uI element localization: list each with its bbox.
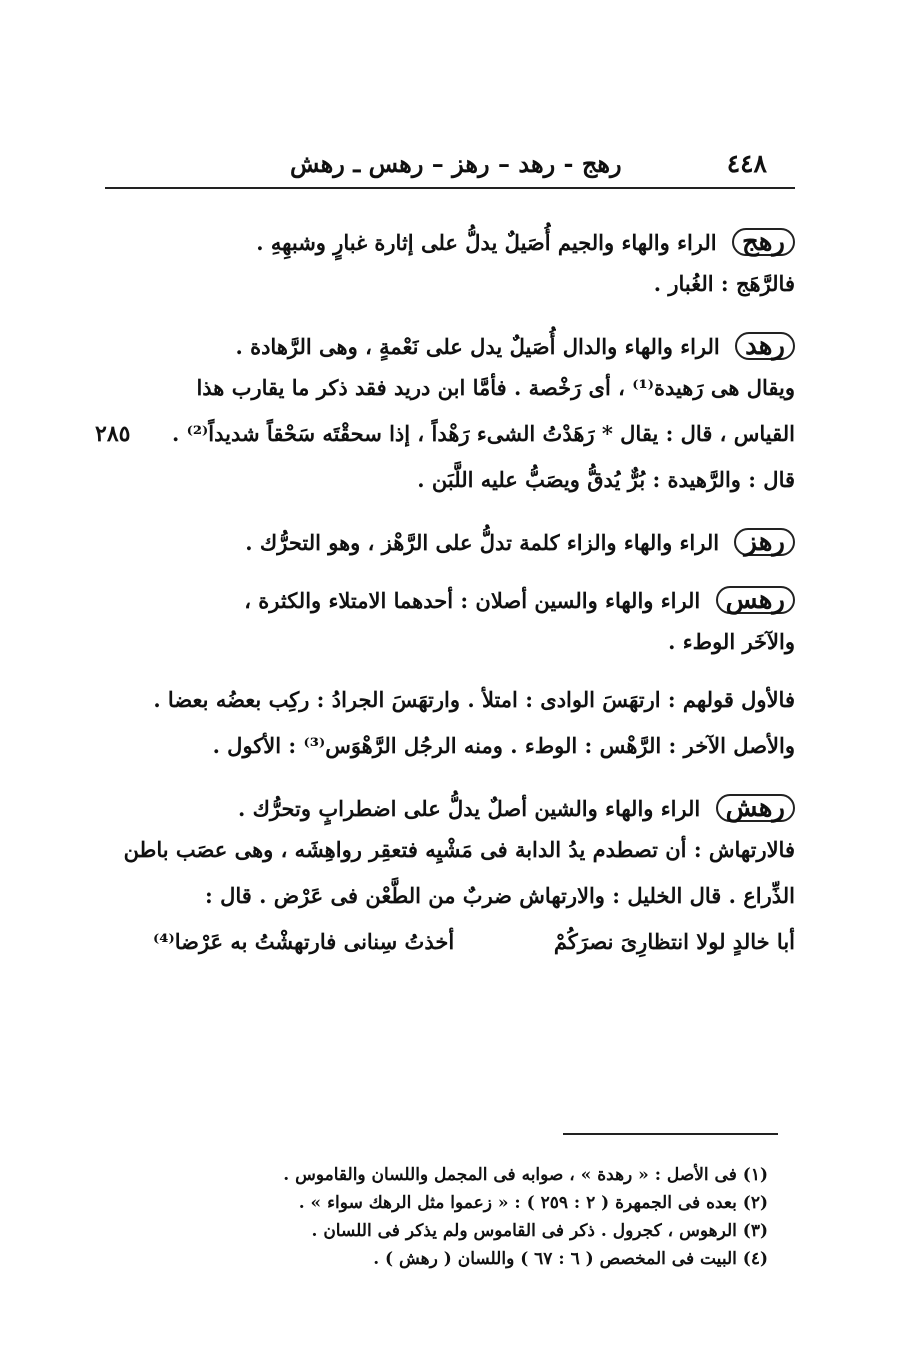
verse-hemistich-second: أخذتُ سِنانى فارتهشْتُ به عَرْضا⁽⁴⁾: [153, 929, 455, 954]
page-number: ٤٤٨: [726, 149, 767, 178]
entry-line: الذِّراع . قال الخليل : والارتهاش ضربٌ من الطَّعْن فى عَرْض . قال :: [205, 883, 795, 908]
footnote: (٢) بعده فى الجمهرة ( ٢ : ٢٥٩ ) : « زعموا مثل الرهك سواء » .: [298, 1193, 768, 1213]
footnote-divider: [563, 1133, 778, 1135]
entry-line: فالرَّهَج : الغُبار .: [653, 271, 795, 296]
entry-line: ويقال هى رَهيدة⁽¹⁾ ، أى رَخْصة . فأمَّا ابن دريد فقد ذكر ما يقارب هذا: [196, 375, 795, 400]
entry-line: قال : والرَّهيدة : بُرٌّ يُدقُّ ويصَبُّ عليه اللَّبَن .: [417, 467, 795, 492]
margin-note: ٢٨٥: [95, 421, 131, 447]
entry-line: والآخَر الوطء .: [668, 629, 795, 654]
entry-rahash: [103, 794, 795, 840]
entry-rahaj: [103, 228, 795, 274]
entry-line: الراء والهاء والدال أُصَيلٌ يدل على نَعْمةٍ ، وهى الرَّهادة .: [235, 334, 720, 359]
main-text: [95, 227, 795, 990]
entry-line: فالارتهاش : أن تصطدم يدُ الدابة فى مَشْيِه فتعقِر رواهِشَه ، وهى عصَب باطن: [123, 837, 795, 862]
verse: [103, 929, 795, 990]
entry-line-with-margin: [95, 421, 795, 470]
entry-line: القياس ، قال : يقال * رَهَدْتُ الشىء رَهْداً ، إذا سحقْتَه سَحْقاً شديداً⁽²⁾ .: [171, 421, 795, 446]
entry-line: الراء والهاء والجيم أُصَيلٌ يدلُّ على إثارة غبارٍ وشبهِهِ .: [256, 230, 717, 255]
entry-keyword: رهز: [734, 528, 795, 556]
entry-keyword: رهش: [716, 794, 795, 822]
entry-rahaz: [103, 528, 795, 586]
page-header: [105, 143, 795, 189]
verse-hemistich-first: أبا خالدٍ لولا انتظارِىَ نصرَكُمْ: [553, 929, 795, 954]
entry-line: الراء والهاء والزاء كلمة تدلُّ على الرَّهْز ، وهو التحرُّك .: [245, 530, 720, 555]
entry-line: والأصل الآخر : الرَّهْس : الوطء . ومنه الرجُل الرَّهْوَس⁽³⁾ : الأكول .: [212, 733, 795, 758]
footnote: (٣) الرهوس ، كجرول . ذكر فى القاموس ولم يذكر فى اللسان .: [311, 1221, 768, 1241]
footnotes: [100, 1165, 768, 1277]
entry-line: الراء والهاء والشين أصلٌ يدلُّ على اضطرابٍ وتحرُّك .: [237, 796, 701, 821]
footnote: (٤) البيت فى المخصص ( ٦ : ٦٧ ) واللسان ( رهش ) .: [373, 1249, 768, 1269]
entry-keyword: رهد: [735, 332, 795, 360]
entry-keyword: رهس: [716, 586, 795, 614]
footnote: (١) فى الأصل : « رهدة » ، صوابه فى المجمل واللسان والقاموس .: [283, 1165, 768, 1185]
entry-line: الراء والهاء والسين أصلان : أحدهما الامتلاء والكثرة ،: [244, 588, 701, 613]
entry-line: فالأول قولهم : ارتهَسَ الوادى : امتلأ . وارتهَسَ الجرادُ : ركِب بعضُه بعضا .: [153, 687, 795, 712]
entry-rahad: [103, 332, 795, 378]
entry-rahas: [103, 586, 795, 632]
entry-keyword: رهج: [732, 228, 795, 256]
running-title: رهج - رهد – رهز – رهس ـ رهش: [290, 149, 622, 178]
